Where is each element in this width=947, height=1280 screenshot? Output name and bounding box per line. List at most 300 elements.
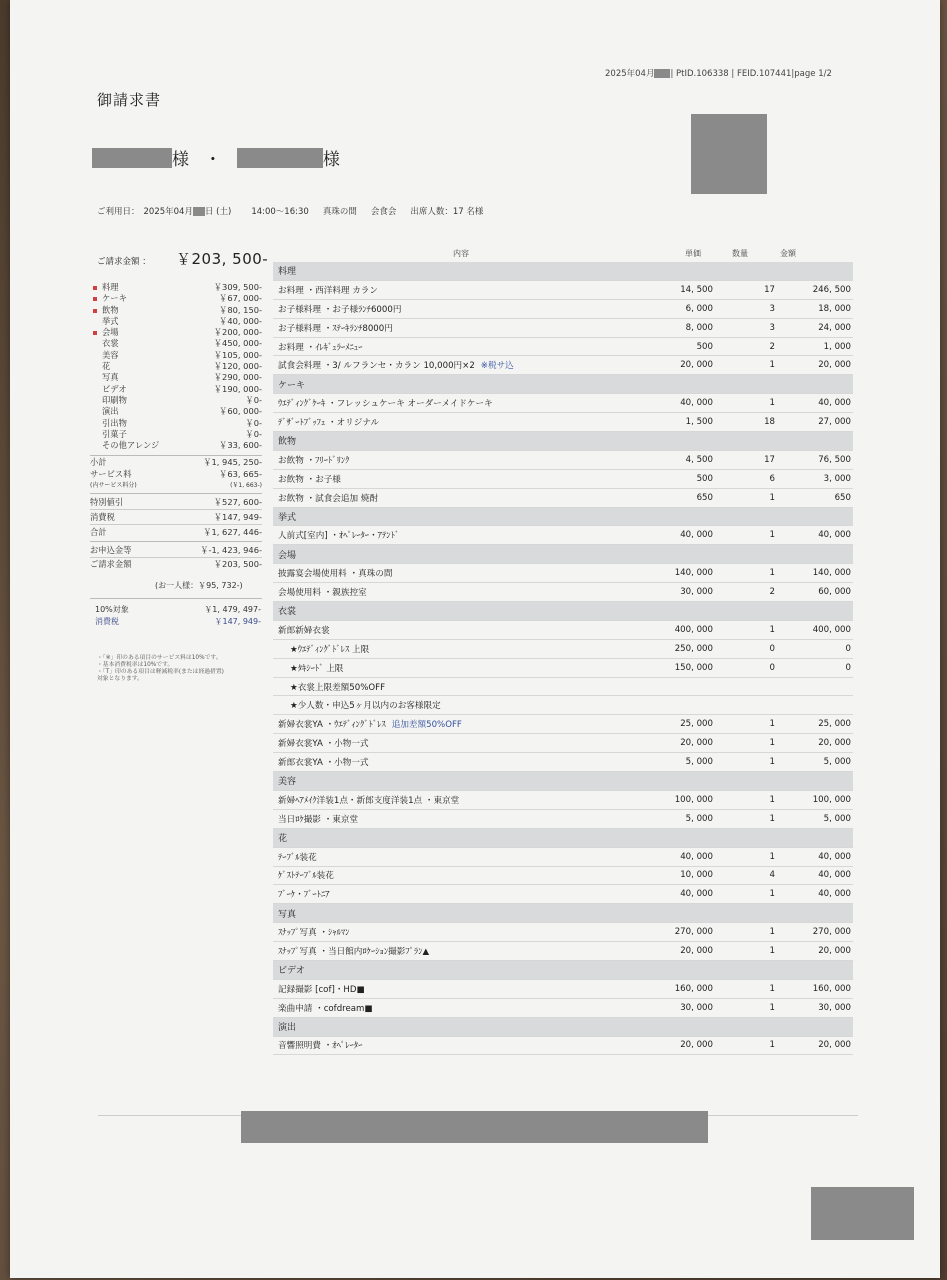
item-description-text: 花 — [278, 834, 288, 845]
item-description-text: お飲物 ・お子様 — [278, 474, 341, 485]
unit-price: 14, 500 — [680, 284, 713, 295]
amount: 40, 000 — [818, 870, 851, 881]
summary-row — [90, 293, 262, 304]
summary-row-value: ￥0- — [245, 394, 262, 405]
summary-row-value: ￥0- — [245, 417, 262, 428]
meta-ids: | PtID.106338 | FEID.107441|page 1/2 — [670, 69, 832, 79]
total-label: 合計 — [90, 527, 107, 537]
quantity: 2 — [769, 587, 775, 598]
tax-label: 消費税 — [90, 512, 115, 522]
quantity: 1 — [769, 1002, 775, 1013]
unit-price: 10, 000 — [680, 870, 713, 881]
amount: 20, 000 — [818, 360, 851, 371]
unit-price: 650 — [696, 492, 713, 503]
amount: 0 — [845, 662, 851, 673]
divider — [90, 455, 262, 456]
usage-date-label: ご利用日： — [97, 207, 140, 217]
item-description-text: 新郎新婦衣裳 — [278, 625, 330, 636]
unit-price: 500 — [696, 341, 713, 352]
table-row — [273, 810, 853, 829]
item-description-text: 新婦衣裳YA ・ｳｴﾃﾞｨﾝｸﾞﾄﾞﾚｽ — [278, 720, 386, 731]
tax-value: ￥147, 949- — [213, 512, 262, 522]
amount: 246, 500 — [812, 284, 851, 295]
summary-row — [90, 384, 262, 395]
item-description — [278, 983, 365, 995]
discount-block — [90, 495, 262, 539]
category-row — [273, 375, 853, 394]
item-description — [278, 794, 459, 806]
item-description-text: ★ﾀｷｼｰﾄﾞ 上限 — [290, 663, 344, 674]
redaction-footer — [241, 1111, 708, 1143]
item-description — [278, 1039, 362, 1051]
table-row — [273, 791, 853, 810]
summary-row-label: 引出物 — [102, 417, 127, 428]
redaction-stamp — [691, 114, 767, 194]
quantity: 1 — [769, 568, 775, 579]
quantity: 17 — [764, 284, 775, 295]
item-description-text: 新婦衣裳YA ・小物一式 — [278, 739, 369, 750]
amount: 20, 000 — [818, 738, 851, 749]
item-description — [278, 284, 378, 296]
item-description — [278, 813, 358, 825]
category-label — [278, 434, 296, 447]
item-description-text: ビデオ — [278, 966, 305, 977]
item-description-text: ★ｳｴﾃﾞｨﾝｸﾞﾄﾞﾚｽ 上限 — [290, 644, 370, 655]
item-description — [278, 341, 362, 353]
summary-row — [90, 327, 262, 338]
quantity: 1 — [769, 794, 775, 805]
summary-row-value: ￥40, 000- — [219, 315, 262, 326]
item-description-text: 美容 — [278, 777, 297, 788]
summary-row-label: 演出 — [102, 406, 119, 417]
notes — [97, 655, 267, 683]
unit-price: 500 — [696, 473, 713, 484]
service-inner-label: (内サービス料分) — [90, 482, 137, 489]
summary-row — [90, 406, 262, 417]
table-row — [273, 319, 853, 338]
line-items-table — [273, 262, 853, 1055]
summary-row-label: 飲物 — [90, 305, 119, 316]
separator: ・ — [204, 150, 222, 170]
amount: 20, 000 — [818, 946, 851, 956]
note-line: 対象となります。 — [97, 676, 143, 682]
item-description — [278, 529, 399, 541]
item-description-text: ｳｴﾃﾞｨﾝｸﾞｹｰｷ ・フレッシュケーキ オーダーメイドケーキ — [278, 399, 493, 410]
summary-row — [90, 316, 262, 327]
unit-price: 20, 000 — [680, 946, 713, 956]
category-row — [273, 432, 853, 451]
item-description-text: ★衣裳上限差額50%OFF — [290, 682, 386, 693]
tax10-label: 10%対象 — [95, 605, 129, 614]
honorific-1: 様 — [172, 150, 189, 170]
redaction-corner — [811, 1187, 914, 1240]
category-row — [273, 545, 853, 564]
table-row — [273, 300, 853, 319]
category-label — [278, 548, 296, 561]
amount: 0 — [845, 643, 851, 654]
amount: 25, 000 — [818, 719, 851, 730]
amount: 160, 000 — [812, 983, 851, 994]
quantity: 1 — [769, 624, 775, 635]
item-description — [290, 699, 441, 711]
item-description-text: お子様料理 ・お子様ﾗﾝﾁ6000円 — [278, 304, 402, 315]
unit-price: 1, 500 — [685, 417, 713, 428]
quantity: 1 — [769, 983, 775, 994]
billing-amount-label: ご請求金額 ： — [97, 257, 151, 267]
item-description-text: 会場 — [278, 550, 297, 561]
item-note: ※税サ込 — [480, 361, 514, 372]
summary-row-value: ￥450, 000- — [213, 338, 262, 349]
table-row — [273, 413, 853, 432]
item-description — [278, 567, 392, 579]
summary-row-label: ケーキ — [90, 293, 127, 304]
redaction — [237, 148, 323, 168]
summary-row-label: 会場 — [90, 327, 119, 338]
unit-price: 20, 000 — [680, 738, 713, 749]
quantity: 1 — [769, 360, 775, 371]
quantity: 3 — [769, 322, 775, 333]
table-row — [273, 526, 853, 545]
table-row — [273, 640, 853, 659]
category-row — [273, 262, 853, 281]
document-title: 御請求書 — [97, 91, 162, 109]
amount: 270, 000 — [812, 927, 851, 938]
item-description-text: 音響照明費 ・ｵﾍﾟﾚｰﾀｰ — [278, 1041, 363, 1052]
usage-time: 14:00～16:30 — [251, 207, 309, 217]
table-row — [273, 489, 853, 508]
category-row — [273, 904, 853, 923]
unit-price: 5, 000 — [685, 813, 713, 824]
amount: 20, 000 — [818, 1040, 851, 1051]
usage-room: 真珠の間 — [322, 207, 357, 217]
document-meta — [605, 67, 832, 79]
table-row — [273, 734, 853, 753]
summary-row-label: 挙式 — [102, 315, 119, 326]
item-description — [278, 851, 317, 863]
subtotal-block — [90, 457, 262, 492]
summary-row-label: 印刷物 — [102, 394, 127, 405]
discount-value: ￥527, 600- — [213, 497, 262, 507]
summary-row — [90, 440, 262, 451]
unit-price: 150, 000 — [674, 662, 713, 673]
unit-price: 25, 000 — [680, 719, 713, 730]
amount: 650 — [834, 492, 851, 503]
divider — [90, 541, 262, 542]
redaction — [193, 207, 205, 216]
quantity: 1 — [769, 398, 775, 409]
unit-price: 8, 000 — [685, 322, 713, 333]
item-note: 追加差額50%OFF — [391, 720, 462, 731]
divider — [90, 493, 262, 494]
amount: 40, 000 — [818, 851, 851, 862]
summary-row-value: ￥105, 000- — [213, 349, 262, 360]
item-description — [278, 359, 514, 371]
header-qty: 数量 — [732, 249, 748, 258]
summary-row — [90, 350, 262, 361]
item-description-text: ﾌﾞｰｹ・ﾌﾞｰﾄﾆｱ — [278, 890, 330, 901]
category-label — [278, 907, 296, 920]
table-row — [273, 696, 853, 715]
item-description — [278, 1002, 373, 1014]
subtotal-label: 小計 — [90, 457, 107, 467]
category-label — [278, 264, 296, 277]
unit-price: 40, 000 — [680, 851, 713, 862]
item-description — [278, 416, 379, 428]
item-description — [278, 888, 330, 900]
item-description-text: 演出 — [278, 1023, 297, 1034]
item-description-text: ﾃﾞｻﾞｰﾄﾌﾞｯﾌｪ ・オリジナル — [278, 418, 380, 429]
total-value: ￥1, 627, 446- — [203, 527, 262, 537]
summary-row — [90, 372, 262, 383]
category-row — [273, 1018, 853, 1037]
item-description-text: ｹﾞｽﾄﾃｰﾌﾞﾙ装花 — [278, 871, 334, 882]
summary-row — [90, 282, 262, 293]
usage-date: 2025年04月 — [143, 207, 193, 217]
amount: 3, 000 — [823, 473, 851, 484]
summary-row — [90, 429, 262, 440]
summary-row-value: ￥290, 000- — [213, 372, 262, 383]
quantity: 2 — [769, 341, 775, 352]
table-row — [273, 942, 853, 961]
table-row — [273, 678, 853, 697]
note-line: ・「T」印のある項目は軽減税率(または経過措置) — [97, 669, 224, 675]
summary-row-value: ￥200, 000- — [213, 327, 262, 338]
summary-row-value: ￥120, 000- — [213, 361, 262, 372]
table-row — [273, 470, 853, 489]
item-description-text: 記録撮影 [cof]・HD■ — [278, 984, 365, 995]
summary-row-label: 美容 — [102, 349, 119, 360]
item-description — [278, 586, 367, 598]
quantity: 1 — [769, 738, 775, 749]
invoice-paper — [10, 0, 940, 1278]
quantity: 17 — [764, 454, 775, 465]
summary-row-value: ￥67, 000- — [219, 293, 262, 304]
unit-price: 20, 000 — [680, 1040, 713, 1051]
summary-row-value: ￥60, 000- — [219, 406, 262, 417]
amount: 40, 000 — [818, 889, 851, 900]
item-description-text: お子様料理 ・ｽﾃｰｷﾗﾝﾁ8000円 — [278, 323, 393, 334]
quantity: 1 — [769, 719, 775, 730]
item-description — [278, 718, 462, 730]
unit-price: 5, 000 — [685, 757, 713, 768]
item-description-text: 挙式 — [278, 513, 297, 524]
summary-row — [90, 361, 262, 372]
quantity: 1 — [769, 757, 775, 768]
summary-breakdown — [90, 282, 262, 451]
item-description — [278, 397, 493, 409]
service-label: サービス料 — [90, 468, 132, 479]
tax-breakdown — [95, 604, 261, 628]
item-description — [278, 737, 369, 749]
tax10-tax-value: ￥147, 949- — [214, 617, 261, 626]
deposit-block — [90, 544, 262, 571]
table-row — [273, 1037, 853, 1056]
table-row — [273, 356, 853, 375]
unit-price: 160, 000 — [674, 983, 713, 994]
per-person: (お一人様：￥95, 732-) — [155, 581, 243, 590]
item-description — [278, 945, 429, 957]
quantity: 1 — [769, 530, 775, 541]
usage-line — [97, 205, 497, 217]
table-row — [273, 338, 853, 357]
amount: 5, 000 — [823, 757, 851, 768]
unit-price: 20, 000 — [680, 360, 713, 371]
summary-row — [90, 305, 262, 316]
category-label — [278, 378, 305, 391]
item-description-text: ｽﾅｯﾌﾟ写真 ・ｼｬﾙﾏﾝ — [278, 928, 350, 939]
quantity: 3 — [769, 303, 775, 314]
summary-row-label: その他アレンジ — [102, 440, 160, 451]
summary-row-label: 料理 — [90, 282, 119, 293]
table-row — [273, 583, 853, 602]
item-description — [278, 454, 349, 466]
item-description — [278, 322, 393, 334]
unit-price: 270, 000 — [674, 927, 713, 938]
item-description-text: 衣裳 — [278, 607, 297, 618]
item-description-text: 飲物 — [278, 437, 297, 448]
table-row — [273, 281, 853, 300]
quantity: 4 — [769, 870, 775, 881]
note-line: ・基本消費税率は10%です。 — [97, 662, 174, 668]
summary-row-value: ￥309, 500- — [213, 282, 262, 292]
item-description — [290, 662, 343, 674]
subtotal-value: ￥1, 945, 250- — [203, 457, 262, 467]
billing2-value: ￥203, 500- — [213, 559, 262, 569]
divider — [90, 598, 262, 599]
item-description — [278, 624, 330, 636]
table-row — [273, 621, 853, 640]
table-row — [273, 753, 853, 772]
quantity: 1 — [769, 813, 775, 824]
note-line: ・「※」印のある項目のサービス料は10%です。 — [97, 655, 222, 661]
unit-price: 140, 000 — [674, 568, 713, 579]
table-row — [273, 715, 853, 734]
table-row — [273, 564, 853, 583]
header-unit: 単価 — [685, 249, 701, 258]
amount: 40, 000 — [818, 530, 851, 541]
header-desc: 内容 — [453, 249, 469, 258]
summary-row — [90, 395, 262, 406]
amount: 140, 000 — [812, 568, 851, 579]
table-row — [273, 848, 853, 867]
amount: 400, 000 — [812, 624, 851, 635]
item-description-text: ﾃｰﾌﾞﾙ装花 — [278, 852, 317, 863]
amount: 40, 000 — [818, 398, 851, 409]
category-row — [273, 772, 853, 791]
summary-row-label: ビデオ — [102, 383, 127, 394]
amount: 100, 000 — [812, 794, 851, 805]
unit-price: 6, 000 — [685, 303, 713, 314]
unit-price: 40, 000 — [680, 398, 713, 409]
summary-row-value: ￥190, 000- — [213, 383, 262, 394]
unit-price: 250, 000 — [674, 643, 713, 654]
item-description-text: お飲物 ・ﾌﾘｰﾄﾞﾘﾝｸ — [278, 455, 350, 466]
usage-guests: 出席人数：17 名様 — [410, 207, 484, 217]
unit-price: 100, 000 — [674, 794, 713, 805]
unit-price: 30, 000 — [680, 1002, 713, 1013]
table-row — [273, 885, 853, 904]
amount: 76, 500 — [818, 454, 851, 465]
deposit-value: ￥-1, 423, 946- — [200, 545, 262, 555]
redaction — [654, 69, 670, 78]
table-row — [273, 999, 853, 1018]
quantity: 1 — [769, 946, 775, 956]
summary-row-label: 引菓子 — [102, 428, 127, 439]
table-row — [273, 980, 853, 999]
item-description-text: 楽曲申請 ・cofdream■ — [278, 1003, 373, 1014]
item-description-text: 人前式[室内] ・ｵﾍﾟﾚｰﾀｰ・ｱﾃﾝﾄﾞ — [278, 531, 400, 542]
summary-row-value: ￥0- — [245, 428, 262, 439]
quantity: 1 — [769, 492, 775, 503]
summary-row — [90, 418, 262, 429]
item-description — [278, 869, 334, 881]
quantity: 1 — [769, 889, 775, 900]
unit-price: 4, 500 — [685, 454, 713, 465]
item-description — [278, 492, 378, 504]
item-description-text: 当日ﾛｹ撮影 ・東京堂 — [278, 814, 359, 825]
category-row — [273, 829, 853, 848]
item-description-text: お料理 ・ｲﾚｷﾞｭﾗｰﾒﾆｭｰ — [278, 342, 363, 353]
summary-row-label: 写真 — [102, 372, 119, 383]
category-row — [273, 602, 853, 621]
usage-event: 会食会 — [370, 207, 397, 217]
billing2-label: ご請求金額 — [90, 559, 132, 569]
summary-row-value: ￥33, 600- — [219, 440, 262, 451]
table-row — [273, 451, 853, 470]
table-row — [273, 923, 853, 942]
discount-label: 特別値引 — [90, 497, 124, 507]
item-description-text: 試食会料理 ・3/ ルフランセ・カラン 10,000円×2 — [278, 361, 475, 372]
amount: 18, 000 — [818, 303, 851, 314]
amount: 60, 000 — [818, 587, 851, 598]
category-row — [273, 961, 853, 980]
tax10-value: ￥1, 479, 497- — [204, 605, 261, 614]
item-description — [278, 473, 341, 485]
category-label — [278, 1020, 296, 1033]
item-description-text: お飲物 ・試食会追加 焼酎 — [278, 493, 378, 504]
quantity: 6 — [769, 473, 775, 484]
billing-amount-value: ￥203, 500- — [176, 250, 269, 268]
quantity: 1 — [769, 1040, 775, 1051]
tax10-tax-label: 消費税 — [95, 617, 119, 626]
amount: 1, 000 — [823, 341, 851, 352]
deposit-label: お申込金等 — [90, 545, 132, 555]
item-description-text: 披露宴会場使用料 ・真珠の間 — [278, 569, 393, 580]
item-description-text: 新婦ﾍｱﾒｲｸ洋装1点・新郎支度洋装1点 ・東京堂 — [278, 795, 460, 806]
quantity: 18 — [764, 417, 775, 428]
item-description — [290, 681, 385, 693]
summary-row — [90, 338, 262, 349]
service-inner-value: (￥1, 663-) — [230, 482, 262, 489]
category-row — [273, 508, 853, 527]
table-row — [273, 659, 853, 678]
summary-row-value: ￥80, 150- — [219, 304, 262, 315]
item-description-text: 写真 — [278, 909, 297, 920]
quantity: 1 — [769, 851, 775, 862]
item-description — [278, 756, 369, 768]
unit-price: 40, 000 — [680, 889, 713, 900]
category-label — [278, 774, 296, 787]
redaction — [92, 148, 172, 168]
item-description — [278, 926, 349, 938]
item-description-text: 新郎衣裳YA ・小物一式 — [278, 758, 369, 769]
quantity: 0 — [769, 662, 775, 673]
category-label — [278, 963, 305, 976]
item-description-text: ケーキ — [278, 380, 306, 391]
service-value: ￥63, 665- — [219, 468, 262, 479]
usage-day: 日 (土) — [204, 207, 232, 217]
unit-price: 400, 000 — [674, 624, 713, 635]
